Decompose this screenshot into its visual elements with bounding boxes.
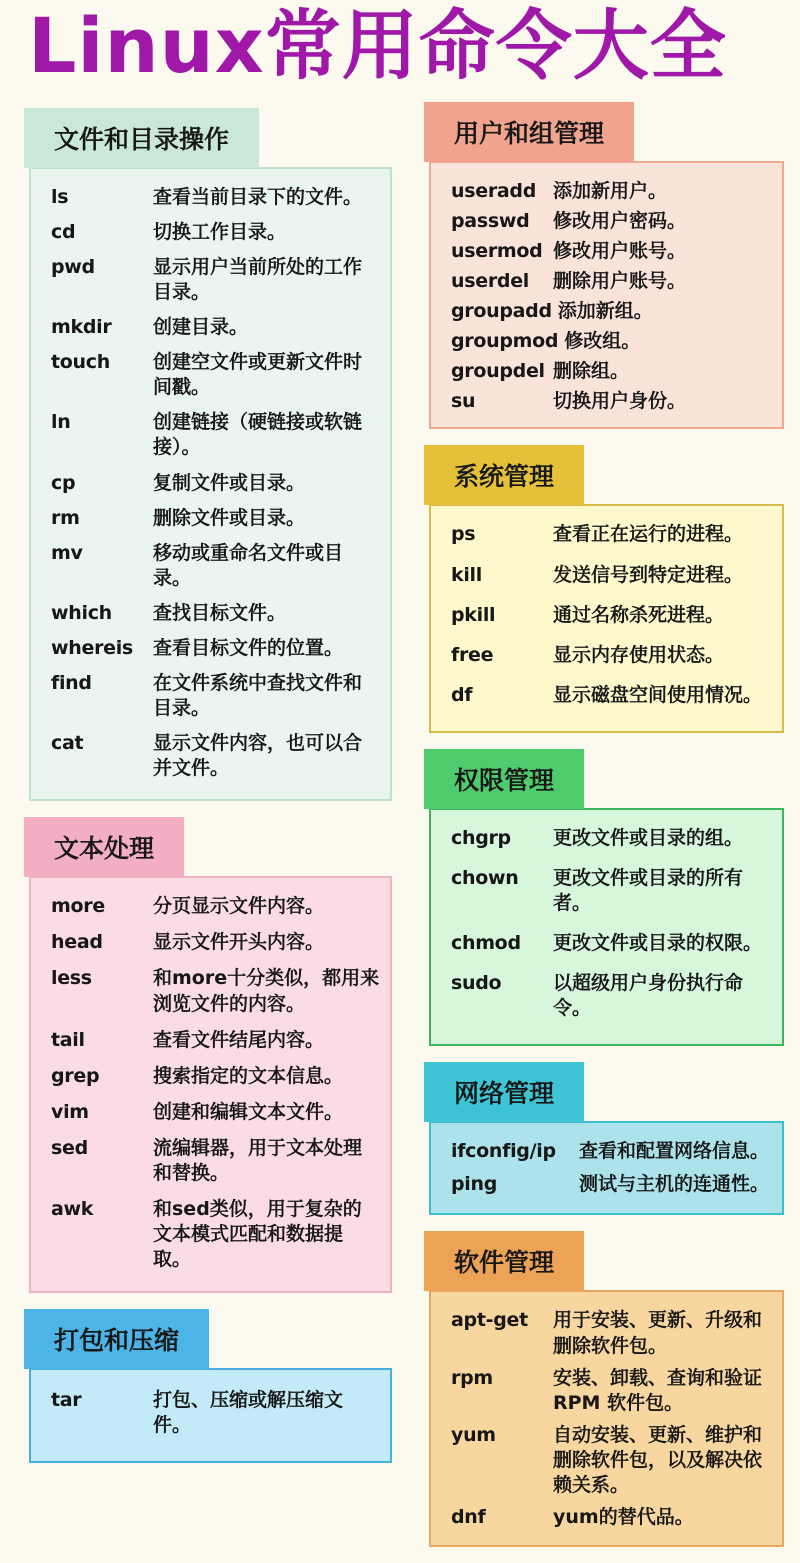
command-name: kill (451, 563, 482, 586)
section-permission (424, 749, 784, 1046)
command-description: 打包、压缩或解压缩文件。 (153, 1389, 344, 1437)
command-description: 在文件系统中查找文件和目录。 (153, 671, 363, 720)
command-description: 发送信号到特定进程。 (553, 563, 744, 586)
command-name: find (51, 671, 92, 694)
command-name: passwd (451, 209, 530, 232)
command-description: 删除组。 (553, 360, 630, 383)
section-header: 权限管理 (424, 749, 584, 809)
section-software (424, 1231, 784, 1547)
section-body (429, 808, 784, 1046)
section-body (429, 161, 784, 430)
infographic-page (0, 1, 800, 1528)
section-body (429, 504, 784, 732)
command-row (51, 220, 380, 245)
command-row (451, 603, 772, 628)
command-name: tar (51, 1389, 82, 1412)
command-row (451, 683, 772, 708)
command-row (451, 866, 772, 916)
command-description: 切换工作目录。 (153, 220, 287, 243)
command-row (51, 601, 380, 626)
command-row (451, 359, 772, 384)
command-name: chmod (451, 932, 521, 955)
command-name: cat (51, 732, 84, 755)
command-description: yum的替代品。 (553, 1505, 694, 1528)
command-row (51, 1028, 380, 1053)
command-description: 更改文件或目录的所有者。 (553, 866, 744, 914)
command-row (51, 731, 380, 781)
command-row (51, 966, 380, 1016)
command-row (451, 522, 772, 547)
command-row (51, 541, 380, 591)
command-row (51, 1100, 380, 1125)
command-row (451, 826, 772, 851)
section-body (429, 1121, 784, 1215)
command-name: userdel (451, 270, 529, 293)
command-name: su (451, 390, 476, 413)
command-name: ln (51, 411, 71, 434)
section-body (29, 876, 392, 1293)
command-name: whereis (51, 636, 133, 659)
command-description: 搜索指定的文本信息。 (153, 1064, 344, 1087)
section-body (29, 167, 392, 801)
command-name: apt-get (451, 1309, 528, 1332)
command-description: 和sed类似，用于复杂的文本模式匹配和数据提取。 (153, 1197, 362, 1271)
section-system (424, 445, 784, 732)
command-name: mkdir (51, 316, 112, 339)
command-description: 显示文件内容，也可以合并文件。 (153, 732, 363, 780)
command-row (451, 971, 772, 1021)
command-description: 添加新组。 (557, 300, 653, 323)
command-description: 创建目录。 (153, 316, 249, 339)
command-name: head (51, 931, 103, 954)
command-row (451, 179, 772, 204)
command-row (51, 930, 380, 955)
command-name: pwd (51, 255, 95, 278)
command-description: 移动或重命名文件或目录。 (153, 541, 344, 589)
section-text (24, 817, 392, 1293)
command-name: groupmod (451, 330, 559, 353)
command-description: 切换用户身份。 (553, 390, 687, 413)
command-description: 修改用户账号。 (553, 239, 687, 262)
command-description: 添加新用户。 (553, 179, 668, 202)
page-title: Linux常用命令大全 (28, 1, 727, 90)
command-row (451, 1139, 772, 1164)
command-name: free (451, 643, 494, 666)
command-row (451, 239, 772, 264)
command-name: groupadd (451, 300, 552, 323)
command-description: 分页显示文件内容。 (153, 895, 325, 918)
command-name: less (51, 967, 92, 990)
command-description: 查看文件结尾内容。 (153, 1028, 325, 1051)
command-description: 查找目标文件。 (153, 601, 287, 624)
section-header: 文件和目录操作 (24, 108, 259, 168)
command-row (51, 1136, 380, 1186)
section-file-dir (24, 108, 392, 801)
section-header: 用户和组管理 (424, 102, 634, 162)
section-archive (24, 1309, 392, 1463)
command-name: usermod (451, 239, 543, 262)
command-row (51, 315, 380, 340)
command-description: 修改组。 (564, 330, 641, 353)
command-row (451, 643, 772, 668)
command-name: tail (51, 1028, 85, 1051)
command-row (51, 1388, 380, 1438)
command-row (51, 1064, 380, 1089)
command-description: 复制文件或目录。 (153, 471, 306, 494)
command-name: dnf (451, 1505, 486, 1528)
command-description: 用于安装、更新、升级和删除软件包。 (553, 1309, 763, 1357)
command-name: yum (451, 1423, 496, 1446)
left-column (24, 108, 392, 1480)
command-description: 显示文件开头内容。 (153, 931, 325, 954)
command-row (51, 1197, 380, 1272)
command-description: 更改文件或目录的权限。 (553, 932, 763, 955)
command-name: awk (51, 1197, 94, 1220)
command-name: ifconfig/ip (451, 1140, 556, 1163)
content-columns (0, 108, 800, 1563)
command-row (451, 299, 772, 324)
command-name: pkill (451, 603, 496, 626)
command-name: vim (51, 1100, 89, 1123)
command-description: 查看和配置网络信息。 (579, 1140, 770, 1163)
command-description: 删除用户账号。 (553, 270, 687, 293)
command-name: sudo (451, 972, 502, 995)
command-description: 查看当前目录下的文件。 (153, 185, 363, 208)
command-name: ps (451, 523, 476, 546)
command-name: groupdel (451, 360, 545, 383)
command-description: 修改用户密码。 (553, 209, 687, 232)
section-body (29, 1368, 392, 1463)
section-header: 网络管理 (424, 1062, 584, 1122)
command-description: 测试与主机的连通性。 (579, 1173, 770, 1196)
command-name: sed (51, 1136, 88, 1159)
command-row (451, 1172, 772, 1197)
command-description: 和more十分类似，都用来浏览文件的内容。 (153, 967, 380, 1015)
command-row (51, 671, 380, 721)
command-name: touch (51, 351, 110, 374)
section-header: 文本处理 (24, 817, 184, 877)
command-description: 通过名称杀死进程。 (553, 603, 725, 626)
command-description: 查看正在运行的进程。 (553, 523, 744, 546)
command-row (51, 636, 380, 661)
command-name: chgrp (451, 826, 511, 849)
command-row (451, 1308, 772, 1358)
command-description: 创建和编辑文本文件。 (153, 1100, 344, 1123)
command-row (451, 389, 772, 414)
section-header: 打包和压缩 (24, 1309, 209, 1369)
command-row (451, 209, 772, 234)
command-name: more (51, 895, 105, 918)
command-description: 以超级用户身份执行命令。 (553, 972, 744, 1020)
command-name: cd (51, 220, 76, 243)
command-row (51, 410, 380, 460)
command-row (451, 931, 772, 956)
section-header: 系统管理 (424, 445, 584, 505)
command-name: ls (51, 185, 69, 208)
command-description: 查看目标文件的位置。 (153, 636, 344, 659)
command-row (51, 471, 380, 496)
command-row (451, 1366, 772, 1416)
command-description: 创建空文件或更新文件时间戳。 (153, 351, 363, 399)
command-description: 安装、卸载、查询和验证 RPM 软件包。 (553, 1366, 763, 1414)
command-name: cp (51, 471, 76, 494)
command-name: ping (451, 1173, 498, 1196)
command-row (451, 269, 772, 294)
command-name: grep (51, 1064, 100, 1087)
command-description: 流编辑器，用于文本处理和替换。 (153, 1136, 363, 1184)
command-description: 更改文件或目录的组。 (553, 826, 744, 849)
command-row (51, 185, 380, 210)
section-body (429, 1290, 784, 1547)
command-description: 删除文件或目录。 (153, 506, 306, 529)
section-header: 软件管理 (424, 1231, 584, 1291)
command-description: 显示磁盘空间使用情况。 (553, 683, 763, 706)
command-name: rm (51, 506, 80, 529)
command-row (51, 350, 380, 400)
command-name: which (51, 601, 112, 624)
command-row (451, 1505, 772, 1530)
command-row (51, 255, 380, 305)
command-name: useradd (451, 179, 537, 202)
right-column (424, 108, 784, 1563)
command-name: rpm (451, 1366, 493, 1389)
command-row (51, 894, 380, 919)
command-row (451, 329, 772, 354)
command-description: 创建链接（硬链接或软链接）。 (153, 411, 363, 459)
command-description: 自动安装、更新、维护和删除软件包，以及解决依赖关系。 (553, 1423, 763, 1496)
command-description: 显示用户当前所处的工作目录。 (153, 255, 363, 304)
command-name: chown (451, 866, 519, 889)
command-row (451, 1423, 772, 1498)
command-name: mv (51, 541, 83, 564)
command-row (451, 563, 772, 588)
command-name: df (451, 683, 473, 706)
command-description: 显示内存使用状态。 (553, 643, 725, 666)
command-row (51, 506, 380, 531)
section-user-group (424, 102, 784, 430)
section-network (424, 1062, 784, 1215)
